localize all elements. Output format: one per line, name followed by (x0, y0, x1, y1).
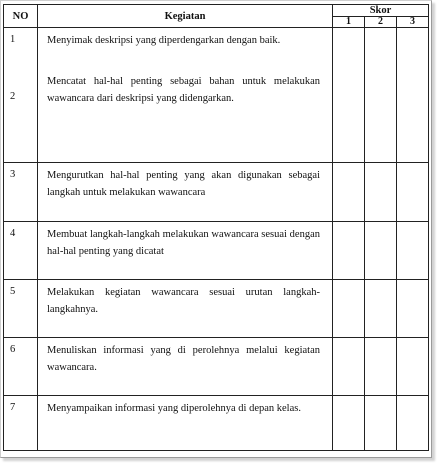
row-number: 5 (4, 280, 38, 338)
row-number: 6 (4, 338, 38, 396)
table-row (4, 280, 429, 338)
activity-cell (38, 222, 333, 280)
table-row (4, 28, 429, 163)
score-cell-1[interactable] (333, 396, 365, 451)
score-cell-2[interactable] (365, 396, 397, 451)
header-score-1: 1 (333, 17, 365, 28)
score-cell-2[interactable] (365, 222, 397, 280)
score-cell-3[interactable] (397, 280, 429, 338)
activity-cell (38, 280, 333, 338)
activity-text: Mengurutkan hal-hal penting yang akan digunakan sebagai langkah untuk melakukan wawancara (47, 170, 320, 198)
header-activity: Kegiatan (38, 5, 333, 28)
score-cell-1[interactable] (333, 280, 365, 338)
score-cell-2[interactable] (365, 338, 397, 396)
activity-text: Melakukan kegiatan wawancara sesuai urutan langkah-langkahnya. (47, 287, 320, 315)
row-number: 3 (4, 163, 38, 222)
activity-cell (38, 396, 333, 451)
score-cell-3[interactable] (397, 222, 429, 280)
activity-text: Menyimak deskripsi yang diperdengarkan dengan baik. (47, 35, 281, 46)
activity-text: Mencatat hal-hal penting sebagai bahan untuk melakukan wawancara dari deskripsi yang didengarkan. (47, 76, 320, 104)
score-cell-2[interactable] (365, 280, 397, 338)
header-score-3: 3 (397, 17, 429, 28)
row-number-cell (4, 28, 38, 163)
header-score: Skor (333, 5, 429, 17)
table-row (4, 338, 429, 396)
row-number: 1 (10, 34, 16, 45)
activity-text: Menyampaikan informasi yang diperolehnya di depan kelas. (47, 403, 301, 414)
score-cell-3[interactable] (397, 163, 429, 222)
score-cell-1[interactable] (333, 163, 365, 222)
row-number: 4 (4, 222, 38, 280)
activity-cell (38, 338, 333, 396)
table-row (4, 396, 429, 451)
score-cell-1[interactable] (333, 28, 365, 163)
score-cell-2[interactable] (365, 163, 397, 222)
row-number: 7 (4, 396, 38, 451)
score-cell-1[interactable] (333, 338, 365, 396)
assessment-table (3, 4, 429, 451)
table-row (4, 163, 429, 222)
score-cell-3[interactable] (397, 338, 429, 396)
table-row (4, 222, 429, 280)
header-score-2: 2 (365, 17, 397, 28)
header-no: NO (4, 5, 38, 28)
score-cell-3[interactable] (397, 28, 429, 163)
row-number: 2 (10, 91, 16, 103)
activity-text: Membuat langkah-langkah melakukan wawancara sesuai dengan hal-hal penting yang dicatat (47, 229, 320, 257)
activity-text: Menuliskan informasi yang di perolehnya melalui kegiatan wawancara. (47, 345, 320, 373)
score-cell-2[interactable] (365, 28, 397, 163)
activity-cell (38, 163, 333, 222)
activity-cell (38, 28, 333, 163)
score-cell-3[interactable] (397, 396, 429, 451)
score-cell-1[interactable] (333, 222, 365, 280)
